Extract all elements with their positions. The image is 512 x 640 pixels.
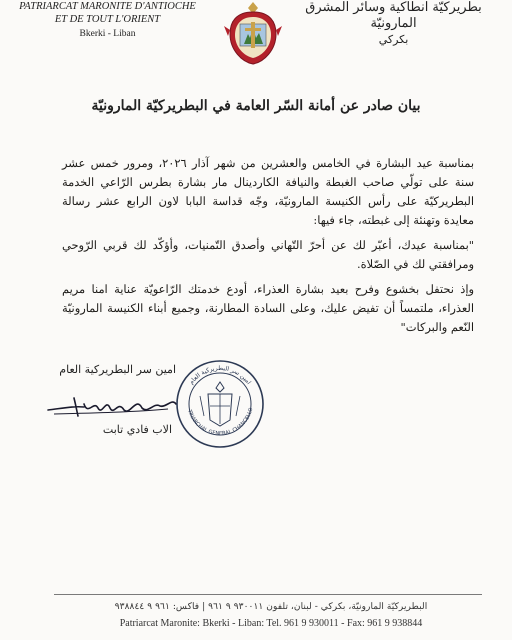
- chancellor-stamp: [174, 358, 266, 450]
- header-fr-location: Bkerki - Liban: [79, 29, 136, 39]
- paragraph-1: بمناسبة عيد البشارة في الخامس والعشرين من شهر آذار ٢٠٢٦، ومرور خمس عشر سنة على تولّي صاحب الغبطة والنيافة الكاردينال مار بشارة بطرس الرّاعي الخدمة البطريركيّة على رأس الكنيسة المارونيّة، وجّه قداسة البابا لاون الرابع عشر رسالة معايدة وتهنئة إلى غبطته، جاء فيها:: [62, 156, 474, 227]
- document-title: بيان صادر عن أمانة السّر العامة في البطريركيّة المارونيّة: [91, 98, 421, 114]
- header-fr-line2: ET DE TOUT L'ORIENT: [54, 14, 161, 25]
- signer-name: الاب فادي تابت: [102, 423, 172, 436]
- stamp-text-fr: TRIARCHAL GENERAL CHANCELLO: [186, 407, 255, 437]
- paragraph-3: وإذ نحتفل بخشوع وفرح بعيد بشارة العذراء، أودع خدمتك الرّاعويّة عناية امنا مريم العذراء، ملتمساً أن تفيض عليك، وعلى السادة المطارنة، وجميع أبناء الكنيسة المارونيّة النّعم والبركات": [62, 282, 474, 334]
- paragraph-2: "بمناسبة عيدك، أعبّر لك عن أحرّ التّهاني وأصدق التّمنيات، وأؤكّد لك قربي الرّوحي ومرافقتي لك في الصّلاة.: [62, 238, 474, 271]
- header-arabic: [281, 0, 506, 48]
- header-ar-location: بكركي: [378, 33, 409, 46]
- header-ar-line1: بطريركيّة انطاكية وسائر المشرق المارونيّة: [305, 0, 482, 31]
- handwritten-signature: [44, 386, 184, 426]
- patriarchal-coat-of-arms-icon: [222, 0, 284, 66]
- header-french: [0, 0, 215, 41]
- footer-french: Patriarcat Maronite: Bkerki - Liban: Tel. 961 9 930011 - Fax: 961 9 938844: [119, 618, 423, 629]
- signer-role: امين سر البطريركية العام: [59, 363, 176, 376]
- stamp-text-ar: امين سر البطريركية العام: [187, 364, 253, 386]
- statement-body: [62, 154, 474, 343]
- header-fr-line1: PATRIARCAT MARONITE D'ANTIOCHE: [19, 1, 196, 12]
- footer-arabic: البطريركيّة المارونيّة، بكركي - لبنان، تلفون ٩٣٠٠١١ ٩ ٩٦١ | فاكس: ٩٦١ ٩ ٩٣٨٨٤٤: [114, 601, 428, 612]
- footer-divider: [54, 594, 482, 595]
